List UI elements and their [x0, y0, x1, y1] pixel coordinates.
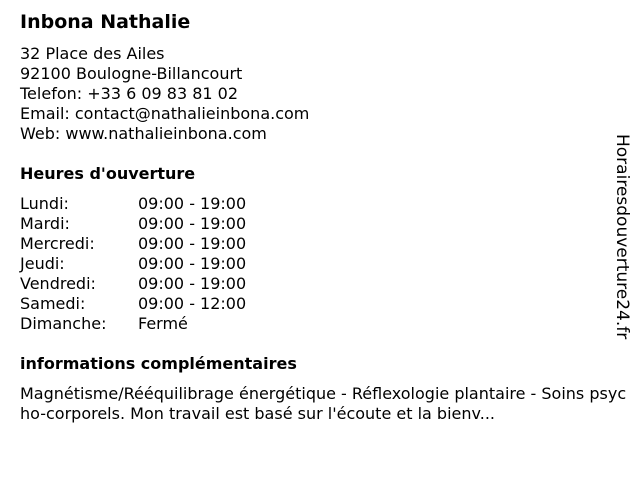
site-watermark: Horairesdouverture24.fr	[612, 134, 632, 340]
contact-block	[20, 44, 309, 144]
hours-row-friday	[20, 274, 246, 294]
hours-row-thursday	[20, 254, 246, 274]
hours-row-sunday	[20, 314, 246, 334]
day-label: Mercredi:	[20, 234, 95, 253]
hours-row-tuesday	[20, 214, 246, 234]
day-label: Samedi:	[20, 294, 86, 313]
day-label: Mardi:	[20, 214, 70, 233]
opening-hours-heading: Heures d'ouverture	[20, 164, 196, 183]
email-text: Email: contact@nathalieinbona.com	[20, 104, 310, 123]
day-hours: 09:00 - 19:00	[138, 234, 247, 253]
address-line-city: 92100 Boulogne-Billancourt	[20, 64, 243, 83]
day-hours: 09:00 - 19:00	[138, 214, 247, 233]
day-hours: 09:00 - 19:00	[138, 274, 247, 293]
business-name: Inbona Nathalie	[20, 11, 191, 33]
hours-row-saturday	[20, 294, 246, 314]
hours-row-wednesday	[20, 234, 246, 254]
day-label: Dimanche:	[20, 314, 107, 333]
opening-hours-table	[20, 194, 246, 334]
day-label: Lundi:	[20, 194, 69, 213]
business-description: Magnétisme/Rééquilibrage énergétique - Réflexologie plantaire - Soins psycho-corporels. Mon travail est basé sur l'écoute et la bienv...	[20, 384, 627, 423]
website-text: Web: www.nathalieinbona.com	[20, 124, 267, 143]
day-label: Vendredi:	[20, 274, 96, 293]
day-hours: Fermé	[138, 314, 188, 333]
day-hours: 09:00 - 12:00	[138, 294, 247, 313]
day-label: Jeudi:	[20, 254, 65, 273]
additional-info-heading: informations complémentaires	[20, 354, 297, 373]
day-hours: 09:00 - 19:00	[138, 254, 247, 273]
day-hours: 09:00 - 19:00	[138, 194, 247, 213]
phone-text: Telefon: +33 6 09 83 81 02	[20, 84, 239, 103]
hours-row-monday	[20, 194, 246, 214]
address-line-street: 32 Place des Ailes	[20, 44, 165, 63]
